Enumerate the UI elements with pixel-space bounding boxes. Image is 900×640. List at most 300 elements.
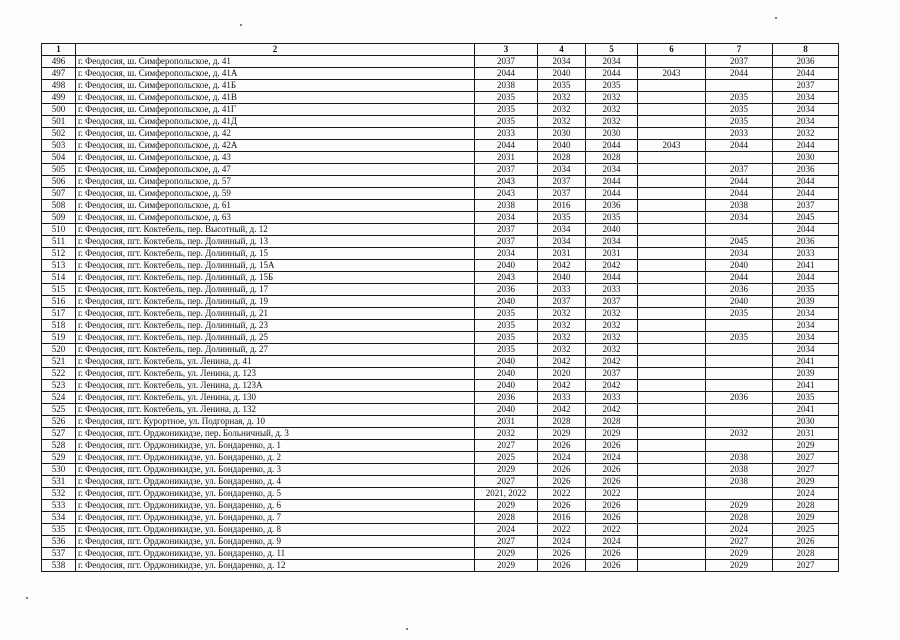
year-cell: 2029 xyxy=(475,560,538,572)
table-row xyxy=(42,560,839,572)
year-cell: 2026 xyxy=(586,548,638,560)
year-cell: 2037 xyxy=(475,164,538,176)
year-cell: 2028 xyxy=(538,152,586,164)
year-cell: 2026 xyxy=(586,440,638,452)
year-cell xyxy=(706,488,773,500)
table-row xyxy=(42,68,839,80)
row-number-cell: 528 xyxy=(42,440,76,452)
address-cell: г. Феодосия, пгт. Коктебель, пер. Долинный, д. 19 xyxy=(76,296,475,308)
year-cell: 2040 xyxy=(475,260,538,272)
year-cell: 2027 xyxy=(475,536,538,548)
year-cell: 2026 xyxy=(586,500,638,512)
address-cell: г. Феодосия, ш. Симферопольское, д. 42А xyxy=(76,140,475,152)
year-cell xyxy=(638,308,706,320)
year-cell: 2037 xyxy=(706,164,773,176)
year-cell xyxy=(706,224,773,236)
table-row xyxy=(42,260,839,272)
year-cell: 2037 xyxy=(586,368,638,380)
row-number-cell: 522 xyxy=(42,368,76,380)
scan-speck xyxy=(775,17,777,19)
year-cell xyxy=(638,272,706,284)
address-cell: г. Феодосия, пгт. Коктебель, пер. Долинный, д. 17 xyxy=(76,284,475,296)
address-cell: г. Феодосия, пгт. Орджоникидзе, ул. Бондаренко, д. 8 xyxy=(76,524,475,536)
year-cell: 2032 xyxy=(586,104,638,116)
row-number-cell: 534 xyxy=(42,512,76,524)
year-cell xyxy=(706,368,773,380)
table-row xyxy=(42,356,839,368)
address-cell: г. Феодосия, пгт. Орджоникидзе, ул. Бондаренко, д. 2 xyxy=(76,452,475,464)
year-cell: 2032 xyxy=(538,104,586,116)
year-cell xyxy=(706,404,773,416)
year-cell xyxy=(706,320,773,332)
row-number-cell: 535 xyxy=(42,524,76,536)
year-cell: 2029 xyxy=(773,476,839,488)
year-cell: 2024 xyxy=(706,524,773,536)
row-number-cell: 503 xyxy=(42,140,76,152)
year-cell xyxy=(706,152,773,164)
year-cell: 2044 xyxy=(773,188,839,200)
year-cell: 2031 xyxy=(773,428,839,440)
year-cell: 2027 xyxy=(475,476,538,488)
year-cell: 2038 xyxy=(706,464,773,476)
row-number-cell: 515 xyxy=(42,284,76,296)
year-cell: 2043 xyxy=(475,188,538,200)
table-row xyxy=(42,548,839,560)
year-cell xyxy=(638,332,706,344)
year-cell: 2027 xyxy=(773,560,839,572)
year-cell: 2034 xyxy=(538,56,586,68)
year-cell xyxy=(638,416,706,428)
table-row xyxy=(42,332,839,344)
address-cell: г. Феодосия, пгт. Орджоникидзе, ул. Бондаренко, д. 1 xyxy=(76,440,475,452)
year-cell: 2029 xyxy=(475,548,538,560)
table-row xyxy=(42,248,839,260)
year-cell: 2028 xyxy=(773,500,839,512)
year-cell: 2044 xyxy=(773,272,839,284)
year-cell: 2034 xyxy=(586,236,638,248)
table-row xyxy=(42,380,839,392)
year-cell: 2036 xyxy=(475,392,538,404)
year-cell: 2035 xyxy=(706,332,773,344)
year-cell: 2029 xyxy=(706,548,773,560)
address-cell: г. Феодосия, пгт. Коктебель, пер. Долинный, д. 25 xyxy=(76,332,475,344)
year-cell xyxy=(638,224,706,236)
year-cell: 2035 xyxy=(538,80,586,92)
year-cell: 2030 xyxy=(586,128,638,140)
year-cell xyxy=(638,56,706,68)
table-row xyxy=(42,476,839,488)
row-number-cell: 533 xyxy=(42,500,76,512)
address-cell: г. Феодосия, ш. Симферопольское, д. 59 xyxy=(76,188,475,200)
year-cell: 2037 xyxy=(586,296,638,308)
table-row xyxy=(42,404,839,416)
year-cell xyxy=(638,464,706,476)
year-cell: 2038 xyxy=(706,476,773,488)
year-cell: 2036 xyxy=(706,284,773,296)
year-cell xyxy=(706,344,773,356)
address-cell: г. Феодосия, ш. Симферопольское, д. 61 xyxy=(76,200,475,212)
row-number-cell: 516 xyxy=(42,296,76,308)
table-row xyxy=(42,104,839,116)
year-cell: 2034 xyxy=(773,344,839,356)
row-number-cell: 520 xyxy=(42,344,76,356)
year-cell: 2035 xyxy=(475,332,538,344)
row-number-cell: 527 xyxy=(42,428,76,440)
table-row xyxy=(42,500,839,512)
row-number-cell: 514 xyxy=(42,272,76,284)
year-cell: 2038 xyxy=(475,200,538,212)
table-row xyxy=(42,92,839,104)
column-header: 7 xyxy=(706,44,773,56)
year-cell: 2037 xyxy=(475,236,538,248)
year-cell: 2025 xyxy=(475,452,538,464)
address-cell: г. Феодосия, ш. Симферопольское, д. 41В xyxy=(76,92,475,104)
year-cell: 2030 xyxy=(538,128,586,140)
year-cell: 2041 xyxy=(773,404,839,416)
year-cell: 2033 xyxy=(538,392,586,404)
row-number-cell: 538 xyxy=(42,560,76,572)
table-row xyxy=(42,368,839,380)
year-cell: 2029 xyxy=(538,428,586,440)
address-cell: г. Феодосия, пгт. Коктебель, пер. Высотный, д. 12 xyxy=(76,224,475,236)
year-cell: 2034 xyxy=(773,332,839,344)
year-cell: 2026 xyxy=(586,464,638,476)
year-cell: 2024 xyxy=(773,488,839,500)
year-cell: 2026 xyxy=(773,536,839,548)
year-cell: 2040 xyxy=(475,404,538,416)
table-row xyxy=(42,176,839,188)
year-cell: 2022 xyxy=(586,524,638,536)
year-cell: 2032 xyxy=(538,320,586,332)
year-cell: 2044 xyxy=(586,188,638,200)
year-cell: 2044 xyxy=(586,140,638,152)
row-number-cell: 497 xyxy=(42,68,76,80)
year-cell: 2034 xyxy=(538,164,586,176)
row-number-cell: 530 xyxy=(42,464,76,476)
year-cell: 2041 xyxy=(773,380,839,392)
year-cell xyxy=(638,476,706,488)
year-cell: 2040 xyxy=(475,356,538,368)
year-cell: 2032 xyxy=(586,344,638,356)
year-cell: 2037 xyxy=(773,80,839,92)
address-cell: г. Феодосия, ш. Симферопольское, д. 41Д xyxy=(76,116,475,128)
year-cell: 2040 xyxy=(475,380,538,392)
year-cell xyxy=(638,248,706,260)
year-cell: 2044 xyxy=(586,272,638,284)
year-cell xyxy=(638,92,706,104)
row-number-cell: 499 xyxy=(42,92,76,104)
year-cell: 2044 xyxy=(706,140,773,152)
year-cell xyxy=(638,164,706,176)
year-cell: 2037 xyxy=(538,188,586,200)
year-cell: 2042 xyxy=(586,380,638,392)
year-cell xyxy=(638,212,706,224)
row-number-cell: 523 xyxy=(42,380,76,392)
row-number-cell: 509 xyxy=(42,212,76,224)
table-row xyxy=(42,524,839,536)
year-cell: 2042 xyxy=(538,404,586,416)
year-cell: 2043 xyxy=(638,140,706,152)
row-number-cell: 537 xyxy=(42,548,76,560)
address-cell: г. Феодосия, пгт. Коктебель, пер. Долинный, д. 23 xyxy=(76,320,475,332)
row-number-cell: 536 xyxy=(42,536,76,548)
year-cell xyxy=(638,404,706,416)
year-cell: 2042 xyxy=(538,260,586,272)
address-cell: г. Феодосия, пгт. Орджоникидзе, ул. Бондаренко, д. 3 xyxy=(76,464,475,476)
table-row xyxy=(42,416,839,428)
year-cell: 2026 xyxy=(538,500,586,512)
year-cell: 2034 xyxy=(538,236,586,248)
year-cell: 2036 xyxy=(773,236,839,248)
address-cell: г. Феодосия, пгт. Орджоникидзе, ул. Бондаренко, д. 6 xyxy=(76,500,475,512)
row-number-cell: 532 xyxy=(42,488,76,500)
year-cell: 2028 xyxy=(706,512,773,524)
year-cell xyxy=(638,500,706,512)
row-number-cell: 524 xyxy=(42,392,76,404)
year-cell: 2044 xyxy=(773,224,839,236)
year-cell xyxy=(638,488,706,500)
year-cell: 2044 xyxy=(773,176,839,188)
year-cell: 2044 xyxy=(475,68,538,80)
year-cell: 2031 xyxy=(538,248,586,260)
year-cell xyxy=(638,176,706,188)
year-cell: 2038 xyxy=(475,80,538,92)
row-number-cell: 510 xyxy=(42,224,76,236)
year-cell: 2037 xyxy=(475,224,538,236)
address-cell: г. Феодосия, пгт. Коктебель, пер. Долинный, д. 15А xyxy=(76,260,475,272)
year-cell: 2039 xyxy=(773,296,839,308)
column-header: 3 xyxy=(475,44,538,56)
table-row xyxy=(42,224,839,236)
year-cell: 2044 xyxy=(475,140,538,152)
year-cell: 2040 xyxy=(475,368,538,380)
year-cell: 2034 xyxy=(475,248,538,260)
year-cell: 2040 xyxy=(538,140,586,152)
year-cell: 2040 xyxy=(538,68,586,80)
table-row xyxy=(42,488,839,500)
row-number-cell: 525 xyxy=(42,404,76,416)
year-cell xyxy=(638,392,706,404)
year-cell: 2034 xyxy=(586,56,638,68)
year-cell: 2044 xyxy=(706,176,773,188)
table-row xyxy=(42,236,839,248)
address-cell: г. Феодосия, пгт. Орджоникидзе, пер. Больничный, д. 3 xyxy=(76,428,475,440)
row-number-cell: 526 xyxy=(42,416,76,428)
table-row xyxy=(42,452,839,464)
year-cell: 2035 xyxy=(773,284,839,296)
year-cell: 2027 xyxy=(475,440,538,452)
year-cell: 2032 xyxy=(538,308,586,320)
year-cell: 2022 xyxy=(538,524,586,536)
row-number-cell: 529 xyxy=(42,452,76,464)
row-number-cell: 498 xyxy=(42,80,76,92)
year-cell: 2032 xyxy=(538,116,586,128)
year-cell xyxy=(638,548,706,560)
year-cell: 2024 xyxy=(538,536,586,548)
address-cell: г. Феодосия, пгт. Коктебель, пер. Долинный, д. 21 xyxy=(76,308,475,320)
year-cell: 2032 xyxy=(586,308,638,320)
year-cell: 2033 xyxy=(706,128,773,140)
year-cell: 2035 xyxy=(475,116,538,128)
address-cell: г. Феодосия, ш. Симферопольское, д. 57 xyxy=(76,176,475,188)
table-row xyxy=(42,128,839,140)
year-cell xyxy=(638,284,706,296)
year-cell xyxy=(638,320,706,332)
year-cell: 2042 xyxy=(586,260,638,272)
table-row xyxy=(42,536,839,548)
table-row xyxy=(42,320,839,332)
year-cell: 2035 xyxy=(475,92,538,104)
table-row xyxy=(42,116,839,128)
year-cell: 2034 xyxy=(773,92,839,104)
year-cell: 2030 xyxy=(773,152,839,164)
year-cell xyxy=(706,380,773,392)
address-cell: г. Феодосия, ш. Симферопольское, д. 41Б xyxy=(76,80,475,92)
year-cell xyxy=(638,116,706,128)
year-cell: 2035 xyxy=(706,92,773,104)
year-cell: 2044 xyxy=(773,140,839,152)
year-cell: 2033 xyxy=(538,284,586,296)
year-cell xyxy=(638,524,706,536)
table-row xyxy=(42,392,839,404)
year-cell: 2044 xyxy=(706,188,773,200)
year-cell: 2034 xyxy=(773,308,839,320)
scan-speck xyxy=(406,628,408,630)
year-cell xyxy=(638,296,706,308)
address-cell: г. Феодосия, пгт. Орджоникидзе, ул. Бондаренко, д. 9 xyxy=(76,536,475,548)
year-cell: 2043 xyxy=(475,176,538,188)
year-cell: 2043 xyxy=(475,272,538,284)
address-cell: г. Феодосия, пгт. Орджоникидзе, ул. Бондаренко, д. 4 xyxy=(76,476,475,488)
year-cell: 2029 xyxy=(706,560,773,572)
year-cell: 2028 xyxy=(538,416,586,428)
year-cell: 2026 xyxy=(586,560,638,572)
year-cell xyxy=(638,380,706,392)
row-number-cell: 506 xyxy=(42,176,76,188)
scan-speck xyxy=(240,24,242,26)
year-cell: 2035 xyxy=(706,116,773,128)
year-cell: 2031 xyxy=(475,152,538,164)
year-cell: 2043 xyxy=(638,68,706,80)
address-cell: г. Феодосия, пгт. Коктебель, пер. Долинный, д. 13 xyxy=(76,236,475,248)
year-cell: 2028 xyxy=(586,416,638,428)
year-cell: 2037 xyxy=(475,56,538,68)
table-row xyxy=(42,440,839,452)
year-cell: 2038 xyxy=(706,452,773,464)
address-cell: г. Феодосия, пгт. Орджоникидзе, ул. Бондаренко, д. 7 xyxy=(76,512,475,524)
year-cell: 2038 xyxy=(706,200,773,212)
year-cell xyxy=(706,440,773,452)
row-number-cell: 513 xyxy=(42,260,76,272)
year-cell xyxy=(638,536,706,548)
table-row xyxy=(42,428,839,440)
year-cell: 2037 xyxy=(538,176,586,188)
year-cell: 2032 xyxy=(538,92,586,104)
year-cell: 2034 xyxy=(706,248,773,260)
year-cell: 2033 xyxy=(586,284,638,296)
year-cell: 2037 xyxy=(538,296,586,308)
year-cell xyxy=(638,80,706,92)
year-cell: 2034 xyxy=(773,320,839,332)
table-body xyxy=(42,56,839,572)
year-cell: 2020 xyxy=(538,368,586,380)
year-cell: 2026 xyxy=(538,440,586,452)
row-number-cell: 500 xyxy=(42,104,76,116)
year-cell: 2036 xyxy=(475,284,538,296)
year-cell: 2031 xyxy=(586,248,638,260)
scan-speck xyxy=(26,597,28,599)
year-cell: 2041 xyxy=(773,260,839,272)
row-number-cell: 507 xyxy=(42,188,76,200)
address-cell: г. Феодосия, ш. Симферопольское, д. 41А xyxy=(76,68,475,80)
table-row xyxy=(42,164,839,176)
address-cell: г. Феодосия, пгт. Коктебель, ул. Ленина, д. 130 xyxy=(76,392,475,404)
table-row xyxy=(42,56,839,68)
year-cell xyxy=(706,416,773,428)
address-cell: г. Феодосия, пгт. Коктебель, пер. Долинный, д. 27 xyxy=(76,344,475,356)
year-cell xyxy=(638,104,706,116)
row-number-cell: 517 xyxy=(42,308,76,320)
row-number-cell: 508 xyxy=(42,200,76,212)
year-cell: 2032 xyxy=(773,128,839,140)
year-cell: 2036 xyxy=(586,200,638,212)
year-cell: 2039 xyxy=(773,368,839,380)
year-cell: 2026 xyxy=(586,512,638,524)
table-row xyxy=(42,344,839,356)
year-cell xyxy=(638,356,706,368)
table-row xyxy=(42,80,839,92)
address-cell: г. Феодосия, ш. Симферопольское, д. 47 xyxy=(76,164,475,176)
row-number-cell: 501 xyxy=(42,116,76,128)
year-cell: 2034 xyxy=(475,212,538,224)
year-cell: 2016 xyxy=(538,512,586,524)
row-number-cell: 496 xyxy=(42,56,76,68)
year-cell: 2027 xyxy=(706,536,773,548)
table-row xyxy=(42,140,839,152)
year-cell xyxy=(638,200,706,212)
table-row xyxy=(42,512,839,524)
year-cell xyxy=(638,440,706,452)
year-cell: 2026 xyxy=(538,464,586,476)
year-cell: 2016 xyxy=(538,200,586,212)
year-cell: 2035 xyxy=(773,392,839,404)
year-cell: 2036 xyxy=(706,392,773,404)
row-number-cell: 505 xyxy=(42,164,76,176)
year-cell: 2035 xyxy=(475,320,538,332)
year-cell: 2040 xyxy=(475,296,538,308)
year-cell: 2040 xyxy=(586,224,638,236)
year-cell: 2027 xyxy=(773,464,839,476)
address-cell: г. Феодосия, пгт. Курортное, ул. Подгорная, д. 10 xyxy=(76,416,475,428)
address-cell: г. Феодосия, пгт. Коктебель, ул. Ленина, д. 123 xyxy=(76,368,475,380)
table-row xyxy=(42,272,839,284)
year-cell: 2029 xyxy=(706,500,773,512)
column-header: 5 xyxy=(586,44,638,56)
row-number-cell: 521 xyxy=(42,356,76,368)
year-cell: 2034 xyxy=(538,224,586,236)
year-cell: 2021, 2022 xyxy=(475,488,538,500)
year-cell: 2035 xyxy=(475,308,538,320)
year-cell: 2042 xyxy=(586,356,638,368)
year-cell: 2024 xyxy=(586,536,638,548)
address-cell: г. Феодосия, ш. Симферопольское, д. 63 xyxy=(76,212,475,224)
address-cell: г. Феодосия, пгт. Коктебель, ул. Ленина, д. 41 xyxy=(76,356,475,368)
year-cell: 2026 xyxy=(586,476,638,488)
year-cell: 2044 xyxy=(706,272,773,284)
address-cell: г. Феодосия, пгт. Орджоникидзе, ул. Бондаренко, д. 11 xyxy=(76,548,475,560)
year-cell: 2044 xyxy=(773,68,839,80)
year-cell: 2026 xyxy=(538,560,586,572)
